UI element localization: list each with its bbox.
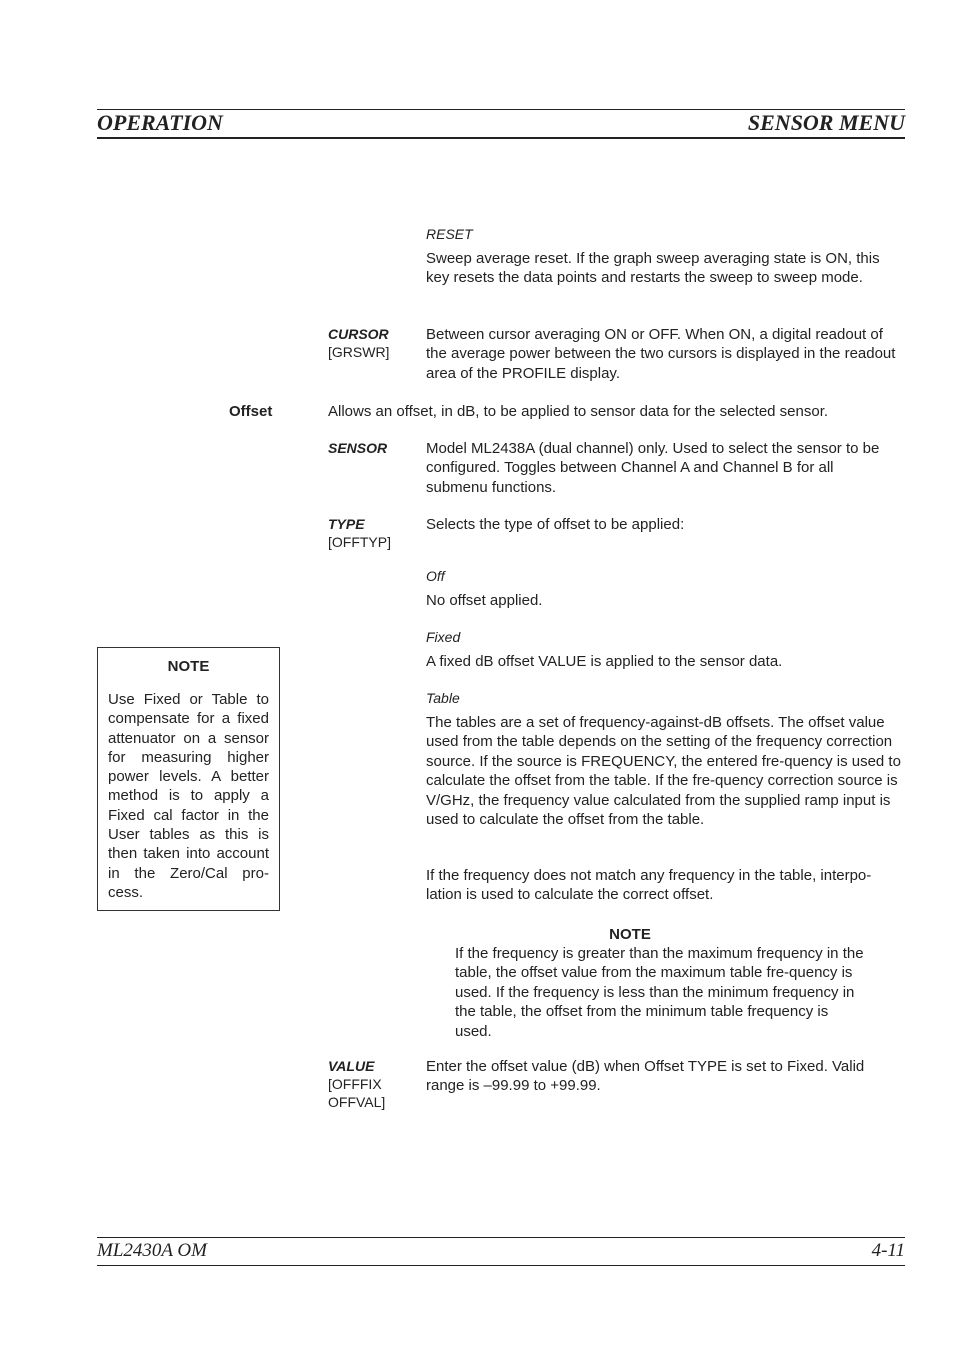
offset-description: Allows an offset, in dB, to be applied to sensor data for the selected sensor.	[328, 403, 829, 420]
table-interpolation-text: If the frequency does not match any frequency in the table, interpo-lation is used to calculate the correct offset.	[426, 867, 872, 904]
table-description: The tables are a set of frequency-against-dB offsets. The offset value used from the table depends on the setting of the frequency correction source. If the source is FREQUENCY, the entered fre-quency is used to calculate the offset from the table. If the fre-quency correction source is V/GHz, the frequency value calculated from the supplied ramp input is used to calculate the offset from the table.	[426, 714, 901, 829]
cursor-mnemonic: [GRSWR]	[328, 344, 390, 360]
table-label: Table	[426, 690, 460, 706]
footer-top-rule	[97, 1237, 905, 1238]
type-term: TYPE	[328, 516, 365, 532]
type-mnemonic: [OFFTYP]	[328, 534, 391, 550]
value-description: Enter the offset value (dB) when Offset TYPE is set to Fixed. Valid range is –99.99 to +99.99.	[426, 1058, 865, 1095]
offset-label: Offset	[229, 403, 273, 420]
fixed-description: A fixed dB offset VALUE is applied to the sensor data.	[426, 653, 783, 670]
value-term: VALUE	[328, 1058, 375, 1074]
sensor-term: SENSOR	[328, 440, 388, 456]
side-note-box	[97, 647, 280, 911]
sensor-description: Model ML2438A (dual channel) only. Used to select the sensor to be configured. Toggles between Channel A and Channel B for all submenu functions.	[426, 440, 880, 496]
reset-label: RESET	[426, 226, 473, 242]
side-note-text: Use Fixed or Table to compensate for a fixed attenuator on a sensor for measuring higher power levels. A better method is to apply a Fixed cal factor in the User tables as this is then taken into account in the Zero/Cal pro-cess.	[108, 691, 269, 901]
header-section-title: OPERATION	[97, 110, 223, 135]
footer-bottom-rule	[97, 1265, 905, 1266]
cursor-term: CURSOR	[328, 326, 389, 342]
off-description: No offset applied.	[426, 592, 543, 609]
table-note-text: If the frequency is greater than the maximum frequency in the table, the offset value from the maximum table fre-quency is used. If the frequency is less than the minimum frequency in the table, the offset from the minimum table frequency is used.	[455, 945, 864, 1040]
table-note-title: NOTE	[609, 926, 651, 943]
fixed-label: Fixed	[426, 629, 461, 645]
footer-page-number: 4-11	[871, 1240, 905, 1261]
header-topic-title: SENSOR MENU	[747, 110, 905, 135]
off-label: Off	[426, 568, 445, 584]
header-bottom-rule	[97, 137, 905, 139]
value-mnemonic-line1: [OFFFIX	[328, 1076, 382, 1092]
cursor-description: Between cursor averaging ON or OFF. When ON, a digital readout of the average power between the two cursors is displayed in the readout area of the PROFILE display.	[426, 326, 896, 382]
type-description: Selects the type of offset to be applied:	[426, 516, 685, 533]
value-mnemonic-line2: OFFVAL]	[328, 1094, 386, 1110]
reset-description: Sweep average reset. If the graph sweep averaging state is ON, this key resets the data points and restarts the sweep to sweep mode.	[426, 250, 880, 287]
footer-manual-name: ML2430A OM	[97, 1240, 207, 1261]
side-note-title: NOTE	[167, 658, 210, 675]
